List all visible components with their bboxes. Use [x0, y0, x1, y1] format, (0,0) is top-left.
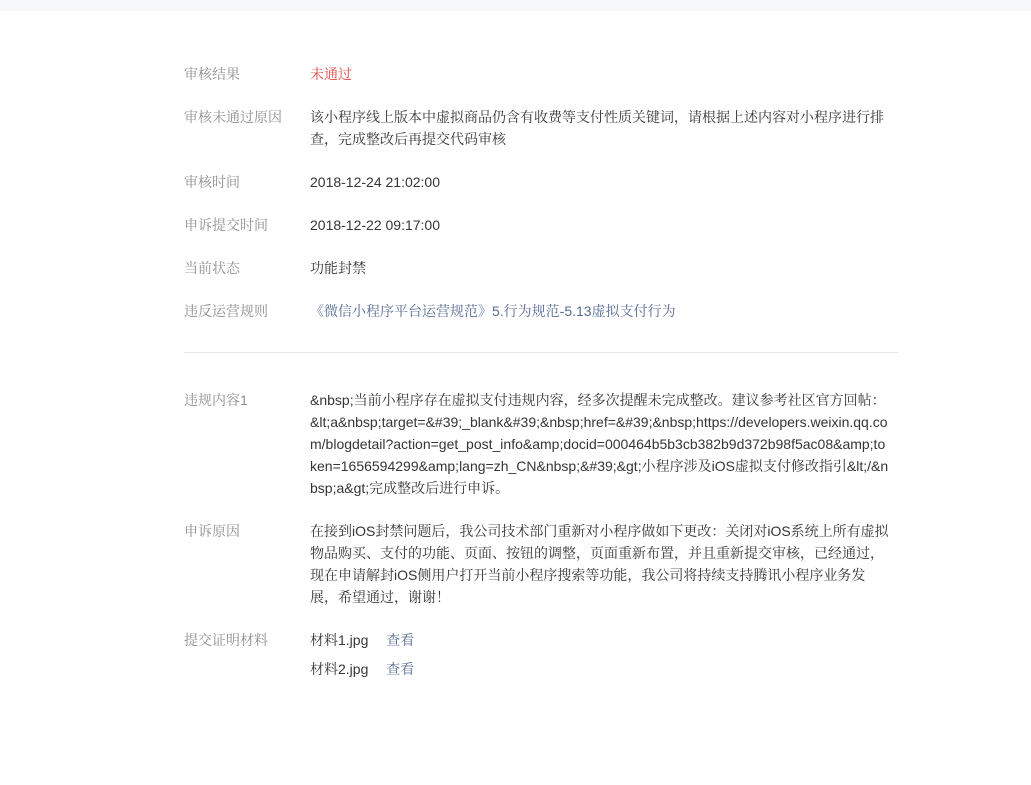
violated-rule-label: 违反运营规则 — [184, 303, 268, 319]
evidence-row — [184, 629, 898, 680]
fail-reason-label: 审核未通过原因 — [184, 109, 282, 125]
appeal-detail-section — [184, 389, 898, 680]
audit-result-label: 审核结果 — [184, 66, 240, 82]
violated-rule-cell — [310, 300, 890, 322]
evidence-file-item — [310, 658, 890, 680]
appeal-submit-time-label: 申诉提交时间 — [184, 217, 268, 233]
audit-time-row — [184, 171, 898, 193]
top-bar — [0, 0, 1031, 11]
appeal-reason-row — [184, 520, 898, 608]
audit-result-row — [184, 63, 898, 85]
audit-detail-panel — [184, 63, 898, 680]
current-status-label: 当前状态 — [184, 260, 240, 276]
appeal-reason-label: 申诉原因 — [184, 523, 240, 539]
appeal-submit-time-row — [184, 214, 898, 236]
evidence-file-list — [310, 629, 890, 680]
audit-time-value: 2018-12-24 21:02:00 — [310, 174, 440, 190]
audit-summary-section — [184, 63, 898, 322]
violation-content-label: 违规内容1 — [184, 392, 248, 408]
violated-rule-link[interactable]: 《微信小程序平台运营规范》5.行为规范-5.13虚拟支付行为 — [310, 303, 676, 319]
view-file-link[interactable]: 查看 — [386, 632, 415, 648]
audit-time-label: 审核时间 — [184, 174, 240, 190]
evidence-file-name: 材料1.jpg — [310, 632, 369, 648]
evidence-file-item — [310, 629, 890, 651]
violation-content-text: &nbsp;当前小程序存在虚拟支付违规内容，经多次提醒未完成整改。建议参考社区官方回帖：&lt;a&nbsp;target=&#39;_blank&#39;&nbsp;href=&#39;&nbsp;https://developers.weixin.qq.com/blogdetail?action=get_post_info&amp;docid=000464b5b3cb382b9d372b98f5ac08&amp;token=1656594299&amp;lang=zh_CN&nbsp;&#39;&gt;小程序涉及iOS虚拟支付修改指引&lt;/&nbsp;a&gt;完成整改后进行申诉。 — [310, 392, 889, 496]
audit-result-status: 未通过 — [310, 66, 352, 82]
evidence-label: 提交证明材料 — [184, 632, 268, 648]
violation-content-row — [184, 389, 898, 499]
evidence-file-name: 材料2.jpg — [310, 661, 369, 677]
appeal-submit-time-value: 2018-12-22 09:17:00 — [310, 217, 440, 233]
appeal-reason-text: 在接到iOS封禁问题后，我公司技术部门重新对小程序做如下更改：关闭对iOS系统上所有虚拟物品购买、支付的功能、页面、按钮的调整，页面重新布置，并且重新提交审核，已经通过，现在申请解封iOS侧用户打开当前小程序搜索等功能，我公司将持续支持腾讯小程序业务发展，希望通过，谢谢！ — [310, 523, 889, 605]
view-file-link[interactable]: 查看 — [386, 661, 415, 677]
violated-rule-row — [184, 300, 898, 322]
current-status-row — [184, 257, 898, 279]
fail-reason-text: 该小程序线上版本中虚拟商品仍含有收费等支付性质关键词，请根据上述内容对小程序进行排查，完成整改后再提交代码审核 — [310, 109, 884, 147]
fail-reason-row — [184, 106, 898, 150]
current-status-value: 功能封禁 — [310, 260, 366, 276]
section-divider — [184, 352, 898, 353]
